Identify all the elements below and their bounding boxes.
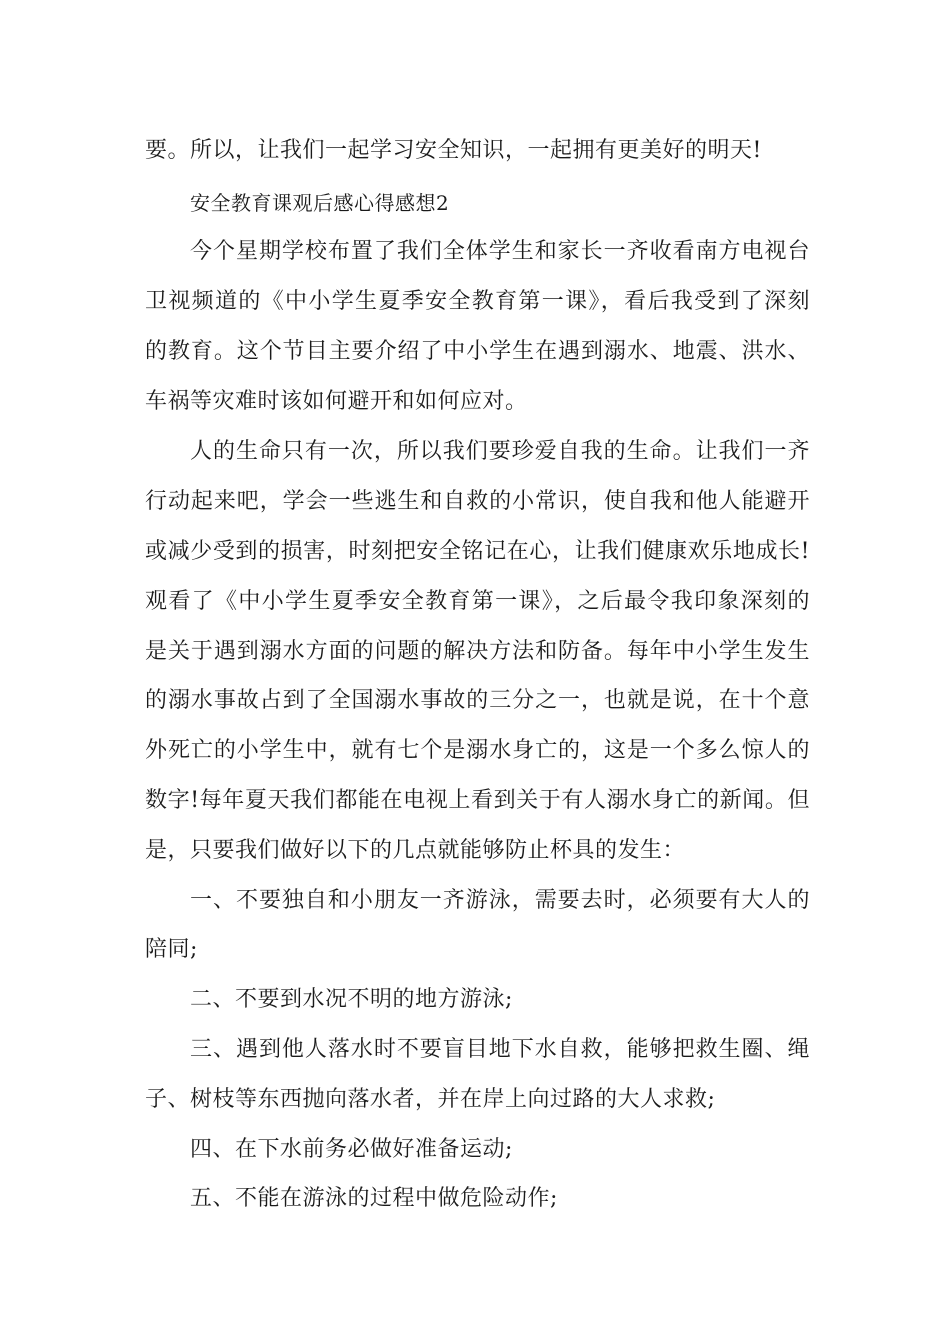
list-item: 五、不能在游泳的过程中做危险动作; bbox=[190, 1186, 558, 1211]
list-item-continuation: 子、树枝等东西抛向落水者，并在岸上向过路的大人求救; bbox=[145, 1087, 716, 1112]
list-item: 一、不要独自和小朋友一齐游泳，需要去时，必须要有大人的 bbox=[190, 888, 810, 913]
text-line: 或减少受到的损害，时刻把安全铭记在心，让我们健康欢乐地成长! bbox=[145, 539, 810, 564]
text-line: 人的生命只有一次，所以我们要珍爱自我的生命。让我们一齐 bbox=[190, 439, 810, 464]
text-line: 的溺水事故占到了全国溺水事故的三分之一，也就是说，在十个意 bbox=[145, 688, 810, 713]
text-line: 卫视频道的《中小学生夏季安全教育第一课》，看后我受到了深刻 bbox=[145, 289, 810, 314]
text-line: 要。所以，让我们一起学习安全知识，一起拥有更美好的明天! bbox=[145, 138, 762, 163]
text-line: 外死亡的小学生中，就有七个是溺水身亡的，这是一个多么惊人的 bbox=[145, 738, 810, 763]
text-line: 数字!每年夏天我们都能在电视上看到关于有人溺水身亡的新闻。但 bbox=[145, 788, 810, 813]
text-line: 车祸等灾难时该如何避开和如何应对。 bbox=[145, 389, 528, 414]
text-line: 是关于遇到溺水方面的问题的解决方法和防备。每年中小学生发生 bbox=[145, 639, 810, 664]
list-item: 四、在下水前务必做好准备运动; bbox=[190, 1137, 513, 1162]
list-item-continuation: 陪同; bbox=[145, 937, 198, 962]
text-line: 观看了《中小学生夏季安全教育第一课》，之后最令我印象深刻的 bbox=[145, 589, 810, 614]
text-line: 的教育。这个节目主要介绍了中小学生在遇到溺水、地震、洪水、 bbox=[145, 339, 810, 364]
text-line: 今个星期学校布置了我们全体学生和家长一齐收看南方电视台 bbox=[190, 239, 810, 264]
list-item: 二、不要到水况不明的地方游泳; bbox=[190, 987, 513, 1012]
section-heading: 安全教育课观后感心得感想2 bbox=[190, 191, 450, 215]
text-line: 是，只要我们做好以下的几点就能够防止杯具的发生： bbox=[145, 838, 686, 863]
text-line: 行动起来吧，学会一些逃生和自救的小常识，使自我和他人能避开 bbox=[145, 489, 810, 514]
list-item: 三、遇到他人落水时不要盲目地下水自救，能够把救生圈、绳 bbox=[190, 1037, 810, 1062]
